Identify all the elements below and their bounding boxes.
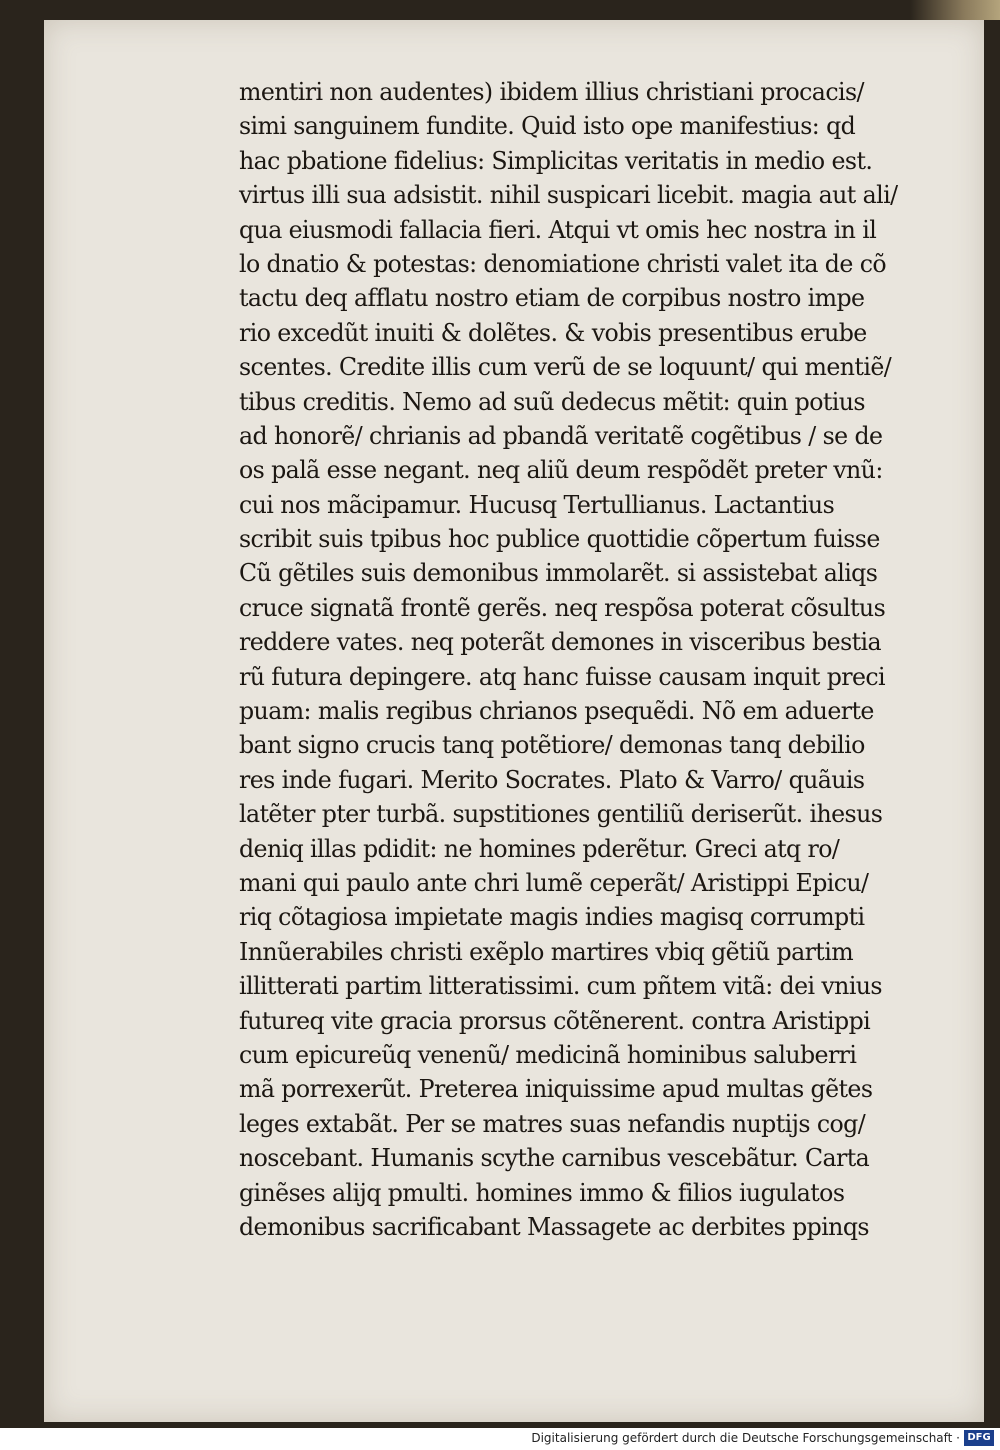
- text-line: ginẽses alijq pmulti. homines immo & filios iugulatos: [239, 1178, 845, 1207]
- text-line: scentes. Credite illis cum verũ de se loquunt/ qui mentiẽ/: [239, 353, 892, 382]
- text-line: os palã esse negant. neq aliũ deum respõdẽt preter vnũ:: [239, 456, 883, 485]
- text-line: mani qui paulo ante chri lumẽ ceperãt/ Aristippi Epicu/: [239, 868, 869, 897]
- text-block: [239, 75, 939, 1244]
- text-line: bant signo crucis tanq potẽtiore/ demonas tanq debilio: [239, 731, 865, 760]
- text-line: demonibus sacrificabant Massagete ac derbites ppinqs: [239, 1212, 869, 1241]
- text-line: cum epicureũq venenũ/ medicinã hominibus saluberri: [239, 1040, 857, 1069]
- dfg-logo: DFG: [964, 1430, 994, 1446]
- text-line: reddere vates. neq poterãt demones in visceribus bestia: [239, 628, 882, 657]
- text-line: rũ futura depingere. atq hanc fuisse causam inquit preci: [239, 662, 886, 691]
- text-line: cui nos mãcipamur. Hucusq Tertullianus. Lactantius: [239, 490, 835, 519]
- footer: [0, 1428, 1000, 1450]
- text-line: latẽter pter turbã. supstitiones gentiliũ deriserũt. ihesus: [239, 800, 883, 829]
- text-line: res inde fugari. Merito Socrates. Plato & Varro/ quãuis: [239, 765, 865, 794]
- text-line: scribit suis tpibus hoc publice quottidie cõpertum fuisse: [239, 525, 880, 554]
- text-line: riq cõtagiosa impietate magis indies magisq corrumpti: [239, 903, 865, 932]
- text-line: noscebant. Humanis scythe carnibus vescebãtur. Carta: [239, 1144, 870, 1173]
- text-line: Cũ gẽtiles suis demonibus immolarẽt. si assistebat aliqs: [239, 559, 878, 588]
- text-line: cruce signatã frontẽ gerẽs. neq respõsa poterat cõsultus: [239, 593, 886, 622]
- book-page: [44, 20, 984, 1422]
- text-line: qua eiusmodi fallacia fieri. Atqui vt omis hec nostra in il: [239, 215, 877, 244]
- text-line: virtus illi sua adsistit. nihil suspicari licebit. magia aut ali/: [239, 181, 898, 210]
- text-line: illitterati partim litteratissimi. cum pñtem vitã: dei vnius: [239, 972, 882, 1001]
- text-line: mã porrexerũt. Preterea iniquissime apud multas gẽtes: [239, 1075, 873, 1104]
- text-line: Innũerabiles christi exẽplo martires vbiq gẽtiũ partim: [239, 937, 854, 966]
- text-line: tactu deq afflatu nostro etiam de corpibus nostro impe: [239, 284, 865, 313]
- text-line: simi sanguinem fundite. Quid isto ope manifestius: qd: [239, 112, 856, 141]
- text-line: tibus creditis. Nemo ad suũ dedecus mẽtit: quin potius: [239, 387, 865, 416]
- text-line: leges extabãt. Per se matres suas nefandis nuptijs cog/: [239, 1109, 866, 1138]
- text-line: futureq vite gracia prorsus cõtẽnerent. contra Aristippi: [239, 1006, 871, 1035]
- text-line: lo dnatio & potestas: denomiatione christi valet ita de cõ: [239, 249, 887, 278]
- text-line: ad honorẽ/ chrianis ad pbandã veritatẽ cogẽtibus / se de: [239, 421, 883, 450]
- footer-credit: Digitalisierung gefördert durch die Deutsche Forschungsgemeinschaft ·: [531, 1431, 960, 1445]
- text-line: puam: malis regibus chrianos psequẽdi. Nõ em aduerte: [239, 697, 874, 726]
- text-line: mentiri non audentes) ibidem illius christiani procacis/: [239, 78, 864, 106]
- text-line: rio excedũt inuiti & dolẽtes. & vobis presentibus erube: [239, 318, 867, 347]
- text-line: hac pbatione fidelius: Simplicitas veritatis in medio est.: [239, 146, 873, 175]
- text-line: deniq illas pdidit: ne homines pderẽtur. Greci atq ro/: [239, 834, 840, 863]
